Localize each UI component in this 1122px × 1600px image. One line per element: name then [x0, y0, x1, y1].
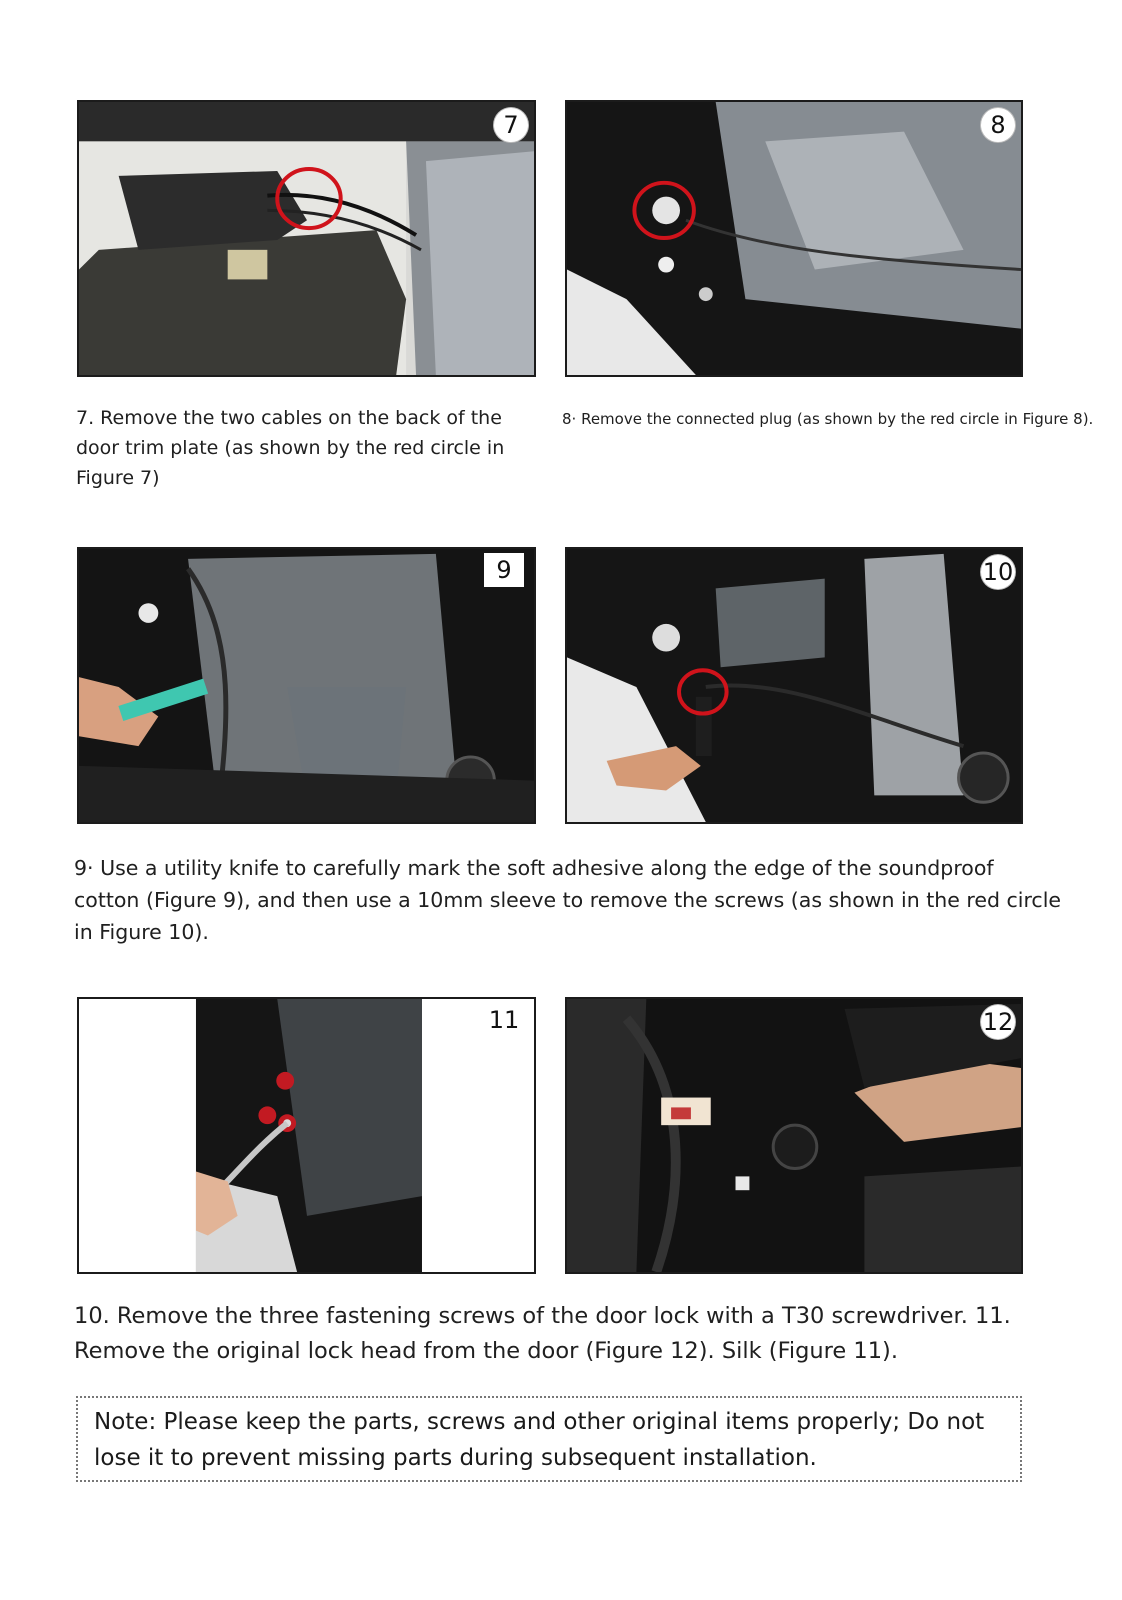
note-text: Note: Please keep the parts, screws and other original items properly; Do not lose it to prevent missing parts during subsequent installation.: [94, 1409, 985, 1471]
figure-8-number: 8: [981, 108, 1015, 142]
figure-9-number: 9: [484, 553, 524, 587]
figure-9-illustration: [79, 549, 534, 822]
figure-7-photo: [77, 100, 536, 377]
figure-10-illustration: [567, 549, 1021, 822]
figure-11-photo: [77, 997, 536, 1274]
figure-8-illustration: [567, 102, 1021, 375]
figure-12-number: 12: [981, 1005, 1015, 1039]
caption-step-7: 7. Remove the two cables on the back of the door trim plate (as shown by the red circle in Figure 7): [76, 407, 505, 489]
figure-10-photo: [565, 547, 1023, 824]
figure-11-illustration: [79, 999, 534, 1272]
note-box: [76, 1396, 1022, 1482]
figure-7-illustration: [79, 102, 534, 375]
caption-step-9: 9· Use a utility knife to carefully mark the soft adhesive along the edge of the soundproof cotton (Figure 9), and then use a 10mm sleeve to remove the screws (as shown in the red circle in Figure 10).: [74, 856, 1062, 944]
figure-12-illustration: [567, 999, 1021, 1272]
figure-10-number: 10: [981, 555, 1015, 589]
caption-step-10: 10. Remove the three fastening screws of the door lock with a T30 screwdriver. 11. Remove the original lock head from the door (Figure 12). Silk (Figure 11).: [74, 1303, 1011, 1364]
caption-step-8: 8· Remove the connected plug (as shown by the red circle in Figure 8).: [562, 410, 1094, 428]
figure-7-number: 7: [494, 108, 528, 142]
figure-8-photo: [565, 100, 1023, 377]
figure-9-photo: [77, 547, 536, 824]
figure-11-number: 11: [484, 1003, 524, 1037]
figure-12-photo: [565, 997, 1023, 1274]
